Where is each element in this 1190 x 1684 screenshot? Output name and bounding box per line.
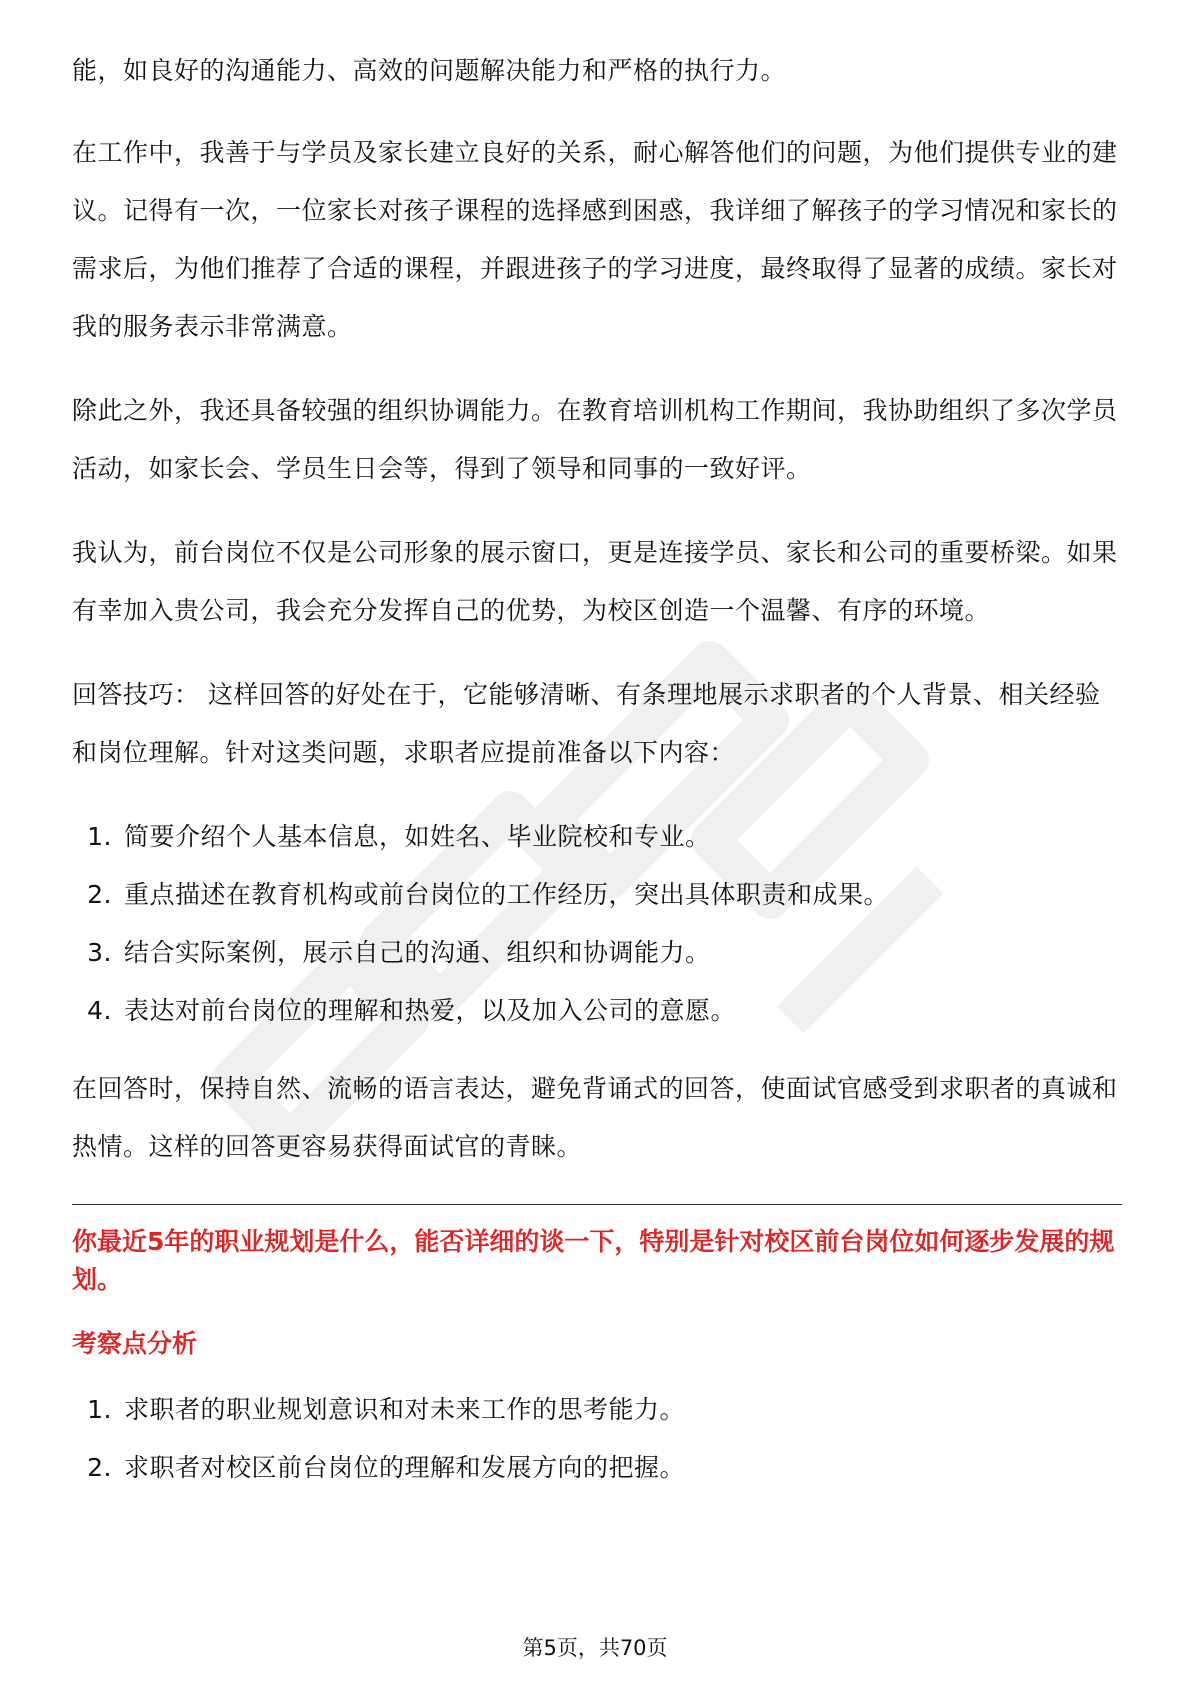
analysis-list [72, 1381, 1122, 1497]
paragraph-front-desk-view: 我认为，前台岗位不仅是公司形象的展示窗口，更是连接学员、家长和公司的重要桥梁。如果有幸加入贵公司，我会充分发挥自己的优势，为校区创造一个温馨、有序的环境。 [72, 538, 1118, 625]
paragraph-answer-tips: 回答技巧： 这样回答的好处在于，它能够清晰、有条理地展示求职者的个人背景、相关经验和岗位理解。针对这类问题，求职者应提前准备以下内容： [72, 680, 1101, 767]
analysis-heading: 考察点分析 [72, 1329, 198, 1358]
list-item: 4. 表达对前台岗位的理解和热爱，以及加入公司的意愿。 [87, 996, 737, 1025]
list-item: 2. 求职者对校区前台岗位的理解和发展方向的把握。 [87, 1453, 686, 1482]
tips-list [72, 808, 1122, 1040]
paragraph-skills-end: 能，如良好的沟通能力、高效的问题解决能力和严格的执行力。 [72, 56, 787, 85]
list-item: 3. 结合实际案例，展示自己的沟通、组织和协调能力。 [87, 938, 711, 967]
paragraph-parent-relations: 在工作中，我善于与学员及家长建立良好的关系，耐心解答他们的问题，为他们提供专业的建议。记得有一次，一位家长对孩子课程的选择感到困惑，我详细了解孩子的学习情况和家长的需求后，为他们推荐了合适的课程，并跟进孩子的学习进度，最终取得了显著的成绩。家长对我的服务表示非常满意。 [72, 138, 1118, 341]
page-number: 第5页，共70页 [522, 1636, 668, 1660]
question-heading: 你最近5年的职业规划是什么，能否详细的谈一下，特别是针对校区前台岗位如何逐步发展的规划。 [72, 1227, 1115, 1294]
content-area [72, 42, 1122, 1517]
section-divider [72, 1204, 1122, 1205]
list-item: 2. 重点描述在教育机构或前台岗位的工作经历，突出具体职责和成果。 [87, 880, 890, 909]
list-item: 1. 简要介绍个人基本信息，如姓名、毕业院校和专业。 [87, 822, 711, 851]
paragraph-organization: 除此之外，我还具备较强的组织协调能力。在教育培训机构工作期间，我协助组织了多次学员活动，如家长会、学员生日会等，得到了领导和同事的一致好评。 [72, 396, 1118, 483]
paragraph-closing: 在回答时，保持自然、流畅的语言表达，避免背诵式的回答，使面试官感受到求职者的真诚和热情。这样的回答更容易获得面试官的青睐。 [72, 1074, 1118, 1161]
list-item: 1. 求职者的职业规划意识和对未来工作的思考能力。 [87, 1395, 686, 1424]
